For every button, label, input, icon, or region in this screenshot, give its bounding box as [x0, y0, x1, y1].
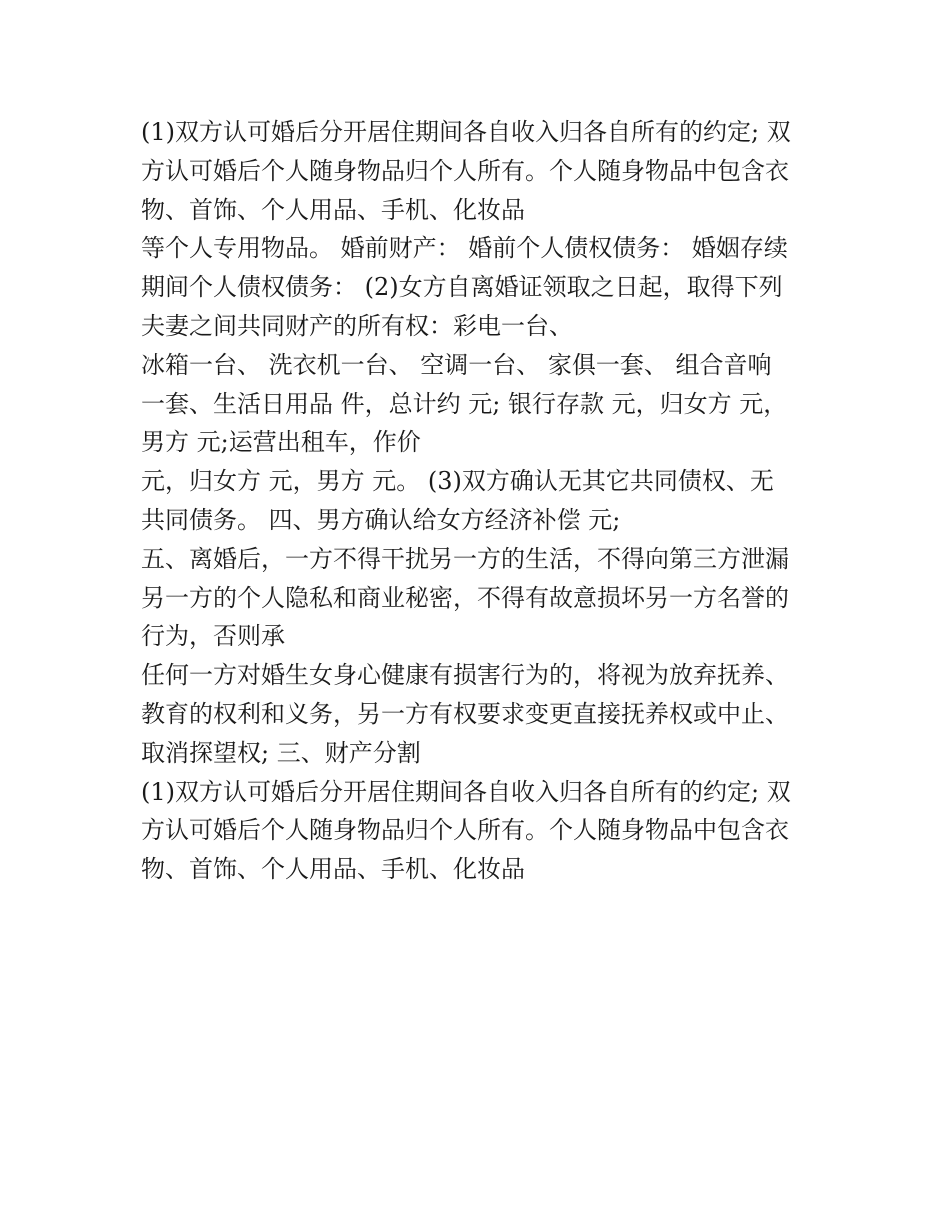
text-line: 五、离婚后，一方不得干扰另一方的生活，不得向第三方泄漏 — [141, 544, 789, 573]
text-line: 取消探望权; 三、财产分割 — [141, 738, 421, 767]
text-line: 等个人专用物品。 婚前财产： 婚前个人债权债务： 婚姻存续 — [141, 234, 788, 263]
text-line: 期间个人债权债务： (2)女方自离婚证领取之日起，取得下列 — [141, 273, 783, 302]
document-body — [141, 113, 821, 889]
text-line: 冰箱一台、 洗衣机一台、 空调一台、 家俱一套、 组合音响 — [141, 350, 772, 379]
text-line: 物、首饰、个人用品、手机、化妆品 — [141, 195, 525, 224]
text-line: 方认可婚后个人随身物品归个人所有。个人随身物品中包含衣 — [141, 816, 789, 845]
text-line: 夫妻之间共同财产的所有权：彩电一台、 — [141, 311, 573, 340]
text-line: (1)双方认可婚后分开居住期间各自收入归各自所有的约定; 双 — [141, 118, 791, 146]
text-line: 物、首饰、个人用品、手机、化妆品 — [141, 855, 525, 884]
text-line: 任何一方对婚生女身心健康有损害行为的，将视为放弃抚养、 — [141, 661, 789, 690]
text-line: 一套、生活日用品 件，总计约 元; 银行存款 元，归女方 元， — [141, 389, 788, 418]
text-line: 元，归女方 元，男方 元。 (3)双方确认无其它共同债权、无 — [141, 467, 774, 496]
text-line: 男方 元;运营出租车，作价 — [141, 428, 421, 457]
text-line: 另一方的个人隐私和商业秘密，不得有故意损坏另一方名誉的 — [141, 583, 789, 612]
text-line: (1)双方认可婚后分开居住期间各自收入归各自所有的约定; 双 — [141, 777, 791, 806]
text-line: 行为，否则承 — [141, 622, 285, 651]
text-line: 共同债务。 四、男方确认给女方经济补偿 元; — [141, 505, 621, 534]
text-line: 方认可婚后个人随身物品归个人所有。个人随身物品中包含衣 — [141, 156, 789, 185]
text-line: 教育的权利和义务，另一方有权要求变更直接抚养权或中止、 — [141, 699, 789, 728]
